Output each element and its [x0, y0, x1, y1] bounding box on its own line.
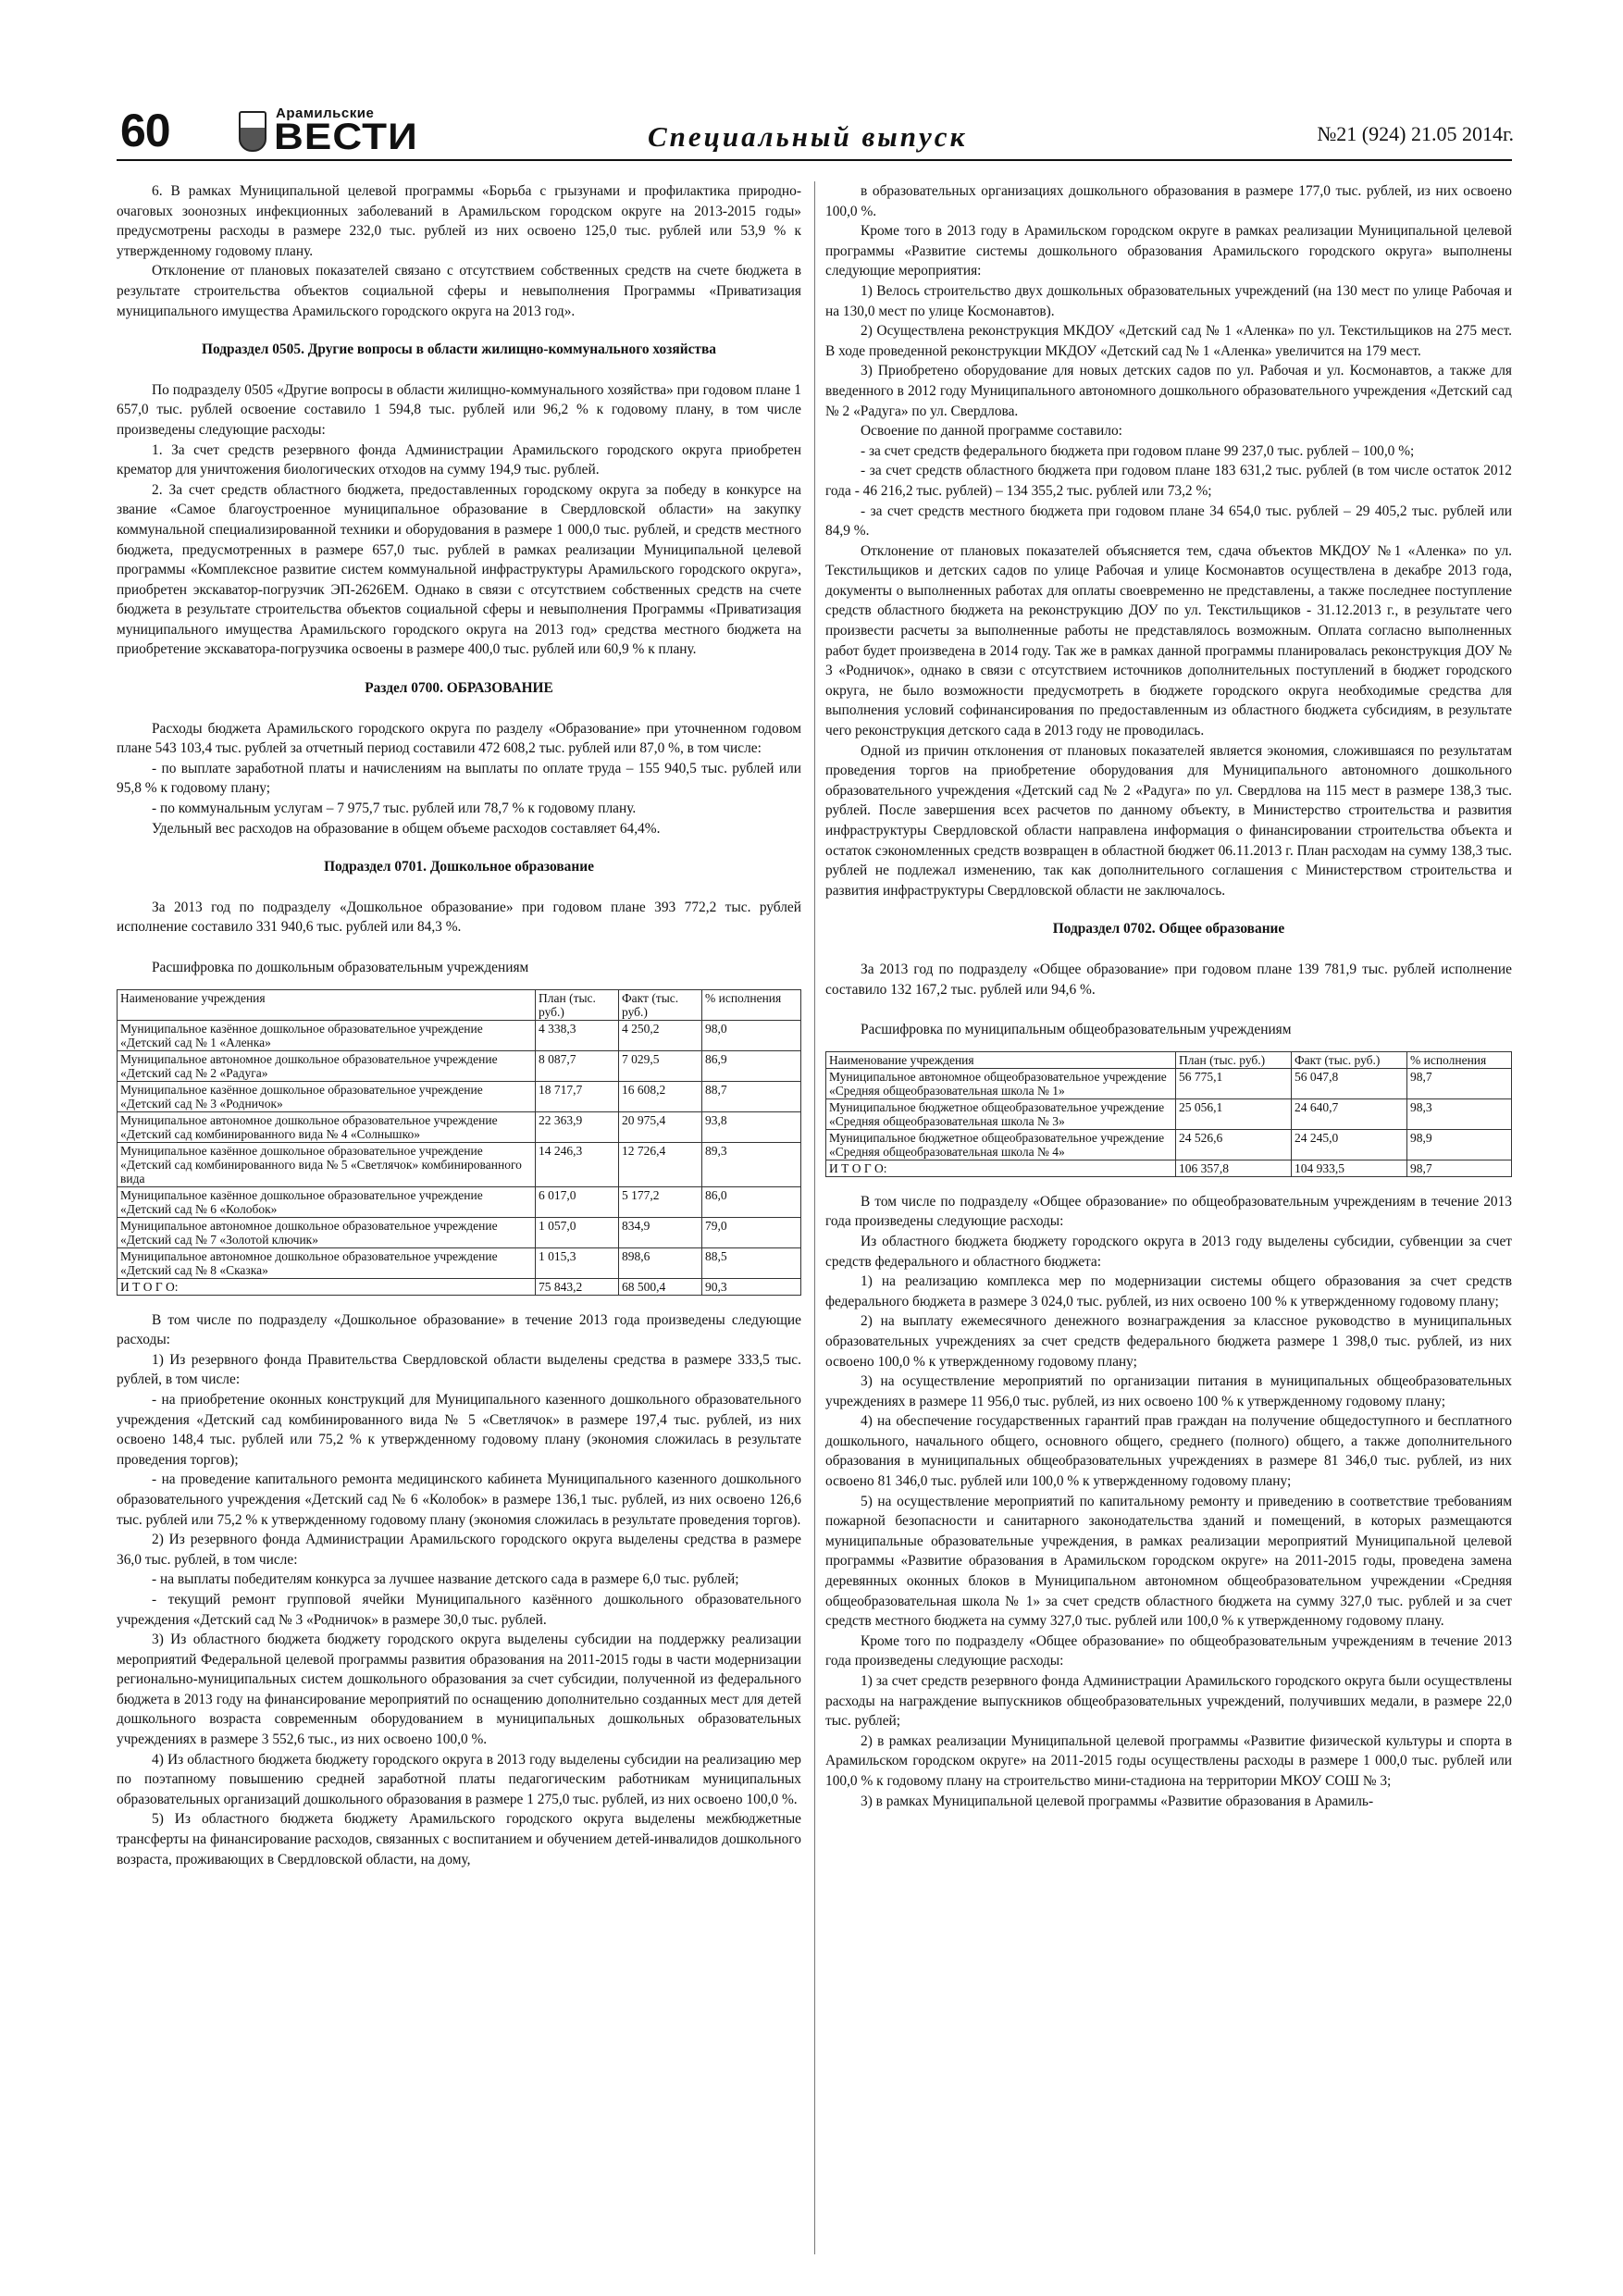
paragraph: 2) в рамках реализации Муниципальной целевой программы «Развитие физической культуры и спорта в Арамильском городском округе» на 2011-2015 годы осуществлены расходы в размере 1 000,0 тыс. рублей или 100,0 % к годовому плану на строительство мини-стадиона на территории МКОУ СОШ № 3; — [825, 1732, 1512, 1789]
table-cell: 4 338,3 — [536, 1020, 619, 1050]
table-cell: 18 717,7 — [536, 1081, 619, 1111]
table-cell: Муниципальное автономное дошкольное образовательное учреждение «Детский сад № 8 «Сказка» — [118, 1247, 536, 1278]
table-cell: Муниципальное автономное общеобразовательное учреждение «Средняя общеобразовательная школа № 1» — [826, 1068, 1176, 1098]
table-row — [118, 1142, 801, 1186]
table-row — [118, 1247, 801, 1278]
table-cell: Муниципальное казённое дошкольное образовательное учреждение «Детский сад № 6 «Колобок» — [118, 1186, 536, 1217]
paragraph: В том числе по подразделу «Общее образование» по общеобразовательным учреждениям в течение 2013 года произведены следующие расходы: — [825, 1193, 1512, 1230]
right-column — [825, 181, 1512, 1811]
paragraph: 4) Из областного бюджета бюджету городского округа в 2013 году выделены субсидии на реализацию мер по поэтапному повышению средней заработной платы педагогическим работникам муниципальных образовательных организаций дошкольного образования в размере 1 275,0 тыс. рублей, из них освоено 100,0 %. — [117, 1751, 801, 1807]
table-header-cell: Наименование учреждения — [118, 989, 536, 1020]
table-cell: Муниципальное автономное дошкольное образовательное учреждение «Детский сад комбинированного вида № 4 «Солнышко» — [118, 1111, 536, 1142]
table-cell: 7 029,5 — [619, 1050, 702, 1081]
table-cell: 1 057,0 — [536, 1217, 619, 1247]
paragraph: - за счет средств местного бюджета при годовом плане 34 654,0 тыс. рублей – 29 405,2 тыс. рублей или 84,9 %. — [825, 503, 1512, 540]
table-cell: И Т О Г О: — [118, 1278, 536, 1295]
table-caption: Расшифровка по дошкольным образовательным учреждениям — [152, 960, 529, 975]
paragraph: - за счет средств областного бюджета при годовом плане 183 631,2 тыс. рублей (в том числе остаток 2012 года - 46 216,2 тыс. рублей) – 134 355,2 тыс. рублей или 73,2 %; — [825, 463, 1512, 499]
table-row — [118, 1217, 801, 1247]
paragraph: 5) на осуществление мероприятий по капитальному ремонту и приведению в соответствие требованиям пожарной безопасности и санитарного законодательства зданий и помещений, в которых размещаются муниципальные образовательные учреждения, в рамках реализации мероприятий Муниципальной целевой программы «Развитие образования в Арамильском городском округе» на 2011-2015 годы, проведена замена деревянных оконных блоков в Муниципальном автономном общеобразовательном учреждении «Средняя общеобразовательная школа № 1» за счет средств областного бюджета на сумму 327,0 тыс. рублей и за счет средств местного бюджета на сумму 327,0 тыс. рублей или 100,0 % к утвержденному годовому плану. — [825, 1493, 1512, 1630]
paragraph: Отклонение от плановых показателей объясняется тем, сдача объектов МКДОУ №1 «Аленка» по ул. Текстильщиков и детских садов по улице Рабочая и улице Космонавтов осуществлена в декабре 2013 года, документы о выполненных работах для оплаты своевременно не представлены, а также последнее поступление средств областного бюджета на реконструкцию ДОУ по ул. Текстильщиков - 31.12.2013 г., в результате чего произвести расчеты за выполненные работы не представлялось возможным. Оплата согласно выполненных работ будет произведена в 2014 году. Так же в рамках данной программы планировалась реконструкция ДОУ № 3 «Родничок», однако в связи с отсутствием источников дополнительных поступлений в бюджет городского округа, не было возможности предусмотреть в бюджете городского округа необходимые средства для выполнения условий софинансирования по предоставленным из областного бюджета субсидиям, в результате чего реконструкция детского сада в 2013 году не проводилась. — [825, 542, 1512, 739]
paragraph: Кроме того в 2013 году в Арамильском городском округе в рамках реализации Муниципальной целевой программы «Развитие системы дошкольного образования Арамильского городского округа» выполнены следующие мероприятия: — [825, 223, 1512, 279]
table-cell: 898,6 — [619, 1247, 702, 1278]
table-cell: 25 056,1 — [1176, 1098, 1292, 1129]
paragraph: 2. За счет средств областного бюджета, предоставленных городскому округа за победу в конкурсе на звание «Самое благоустроенное муниципальное образование в Свердловской области» на закупку коммунальной специализированной техники и оборудования в размере 1 000,0 тыс. рублей, и средств местного бюджета, предусмотренных в размере 657,0 тыс. рублей в рамках реализации Муниципальной целевой программы «Комплексное развитие систем коммунальной инфраструктуры Арамильского городского округа», приобретен экскаватор-погрузчик ЭП-2626ЕМ. Однако в связи с отсутствием собственных средств на счете бюджета в результате строительства объектов социальной сферы и невыполнения Программы «Приватизация муниципального имущества Арамильского городского округа на 2013 год» средства местного бюджета на приобретение экскаватора-погрузчика освоены в размере 400,0 тыс. рублей или 60,9 % к плану. — [117, 481, 801, 658]
table-row — [118, 1111, 801, 1142]
table-cell: Муниципальное казённое дошкольное образовательное учреждение «Детский сад № 1 «Аленка» — [118, 1020, 536, 1050]
paragraph: За 2013 год по подразделу «Дошкольное образование» при годовом плане 393 772,2 тыс. рублей исполнение составило 331 940,6 тыс. рублей или 84,3 %. — [117, 899, 801, 936]
table-row — [118, 1020, 801, 1050]
table-row — [118, 1050, 801, 1081]
table-row — [118, 1081, 801, 1111]
paragraph: Из областного бюджета бюджету городского округа в 2013 году выделены субсидии, субвенции за счет средств федерального и областного бюджета: — [825, 1233, 1512, 1270]
table-cell: 75 843,2 — [536, 1278, 619, 1295]
paragraph: Одной из причин отклонения от плановых показателей является экономия, сложившаяся по результатам проведения торгов на приобретение оборудования для Муниципального автономного дошкольного образовательного учреждения «Детский сад № 2 «Радуга» по ул. Свердлова на 115 мест в размере 138,3 тыс. рублей. После завершения всех расчетов по данному объекту, в Министерство строительства и развития инфраструктуры Свердловской области направлена информация о финансировании строительства объекта и остаток сэкономленных средств возвращен в областной бюджет 06.11.2013 г. План расходам на сумму 138,3 тыс. рублей не подлежал изменению, так как дополнительного соглашения с Министерством строительства и развития инфраструктуры Свердловской области не заключалось. — [825, 742, 1512, 899]
table-cell: 98,7 — [1407, 1068, 1512, 1098]
table-cell: 88,5 — [702, 1247, 801, 1278]
table-cell: Муниципальное казённое дошкольное образовательное учреждение «Детский сад № 3 «Родничок» — [118, 1081, 536, 1111]
paragraph: 3) в рамках Муниципальной целевой программы «Развитие образования в Арамиль- — [861, 1793, 1374, 1809]
issue-info: №21 (924) 21.05 2014г. — [1317, 122, 1514, 145]
table-cell: 24 245,0 — [1292, 1129, 1407, 1160]
table-cell: 22 363,9 — [536, 1111, 619, 1142]
paragraph: - текущий ремонт групповой ячейки Муниципального казённого дошкольного образовательного учреждения «Детский сад № 3 «Родничок» в размере 30,0 тыс. рублей. — [117, 1591, 801, 1628]
table-header-cell: % исполнения — [1407, 1051, 1512, 1068]
table-cell: 8 087,7 — [536, 1050, 619, 1081]
section-heading: Раздел 0700. ОБРАЗОВАНИЕ — [365, 680, 553, 697]
table-cell: Муниципальное бюджетное общеобразовательное учреждение «Средняя общеобразовательная школа № 4» — [826, 1129, 1176, 1160]
paragraph: 4) на обеспечение государственных гарантий прав граждан на получение общедоступного и бесплатного дошкольного, начального общего, основного общего, среднего (полного) общего, а также дополнительного образования в муниципальных общеобразовательных учреждениях в размере 81 346,0 тыс. рублей, из них освоено 81 346,0 тыс. рублей или 100,0 % к утвержденному годовому плану; — [825, 1413, 1512, 1490]
table-cell: 98,9 — [1407, 1129, 1512, 1160]
table-cell: 98,0 — [702, 1020, 801, 1050]
header-rule — [117, 159, 1512, 161]
paragraph: 1) Из резервного фонда Правительства Свердловской области выделены средства в размере 333,5 тыс. рублей, в том числе: — [117, 1351, 801, 1388]
table-cell: Муниципальное казённое дошкольное образовательное учреждение «Детский сад комбинированного вида № 5 «Светлячок» комбинированного вида — [118, 1142, 536, 1186]
paragraph: в образовательных организациях дошкольного образования в размере 177,0 тыс. рублей, из них освоено 100,0 %. — [825, 183, 1512, 219]
table-caption: Расшифровка по муниципальным общеобразовательным учреждениям — [861, 1022, 1292, 1038]
table-cell: 93,8 — [702, 1111, 801, 1142]
logo-title: ВЕСТИ — [274, 117, 418, 157]
table-header-cell: Факт (тыс. руб.) — [619, 989, 702, 1020]
table-cell: 98,3 — [1407, 1098, 1512, 1129]
table-cell: 6 017,0 — [536, 1186, 619, 1217]
paragraph: 1) за счет средств резервного фонда Администрации Арамильского городского округа были осуществлены расходы на награждение выпускников общеобразовательных учреждений, получивших медали, в размере 22,0 тыс. рублей; — [825, 1673, 1512, 1730]
table-header-cell: Наименование учреждения — [826, 1051, 1176, 1068]
column-divider — [814, 181, 815, 2254]
paragraph: Освоение по данной программе составило: — [861, 423, 1122, 440]
table-cell: 56 047,8 — [1292, 1068, 1407, 1098]
table-row — [826, 1129, 1512, 1160]
paragraph: Кроме того по подразделу «Общее образование» по общеобразовательным учреждениям в течение 2013 года произведены следующие расходы: — [825, 1632, 1512, 1669]
table-header-cell: Факт (тыс. руб.) — [1292, 1051, 1407, 1068]
table-cell: 98,7 — [1407, 1160, 1512, 1176]
paragraph: - на выплаты победителям конкурса за лучшее название детского сада в размере 6,0 тыс. рублей; — [152, 1571, 739, 1588]
paragraph: Удельный вес расходов на образование в общем объеме расходов составляет 64,4%. — [152, 820, 661, 837]
table-cell: 106 357,8 — [1176, 1160, 1292, 1176]
paragraph: Отклонение от плановых показателей связано с отсутствием собственных средств на счете бюджета в результате строительства объектов социальной сферы и невыполнения Программы «Приватизация муниципального имущества Арамильского городского округа на 2013 год». — [117, 263, 801, 319]
table-cell: 14 246,3 — [536, 1142, 619, 1186]
paragraph: 1) на реализацию комплекса мер по модернизации системы общего образования за счет средств федерального бюджета в размере 3 024,0 тыс. рублей, из них освоено 100 % к утвержденному годовому плану; — [825, 1273, 1512, 1309]
paragraph: - за счет средств федерального бюджета при годовом плане 99 237,0 тыс. рублей – 100,0 %; — [861, 442, 1415, 459]
left-column — [117, 181, 801, 1869]
paragraph: 1) Велось строительство двух дошкольных образовательных учреждений (на 130 мест по улице Рабочая и на 130,0 мест по улице Космонавтов). — [825, 282, 1512, 319]
table-header-row — [826, 1051, 1512, 1068]
section-heading: Подраздел 0701. Дошкольное образование — [324, 859, 594, 875]
table-cell: 24 640,7 — [1292, 1098, 1407, 1129]
section-heading: Подраздел 0702. Общее образование — [1052, 921, 1285, 937]
paragraph: - по выплате заработной платы и начислениям на выплаты по оплате труда – 155 940,5 тыс. рублей или 95,8 % к годовому плану; — [117, 760, 801, 797]
paragraph: - на приобретение оконных конструкций для Муниципального казенного дошкольного образовательного учреждения «Детский сад комбинированного вида № 5 «Светлячок» в размере 197,4 тыс. рублей, из них освоено 148,4 тыс. рублей или 75,2 % к утвержденному годовому плану (экономия сложилась в результате проведения торгов); — [117, 1391, 801, 1468]
paragraph: 5) Из областного бюджета бюджету Арамильского городского округа выделены межбюджетные трансферты на финансирование расходов, связанных с воспитанием и обучением детей-инвалидов дошкольного возраста, проживающих в Свердловской области, на дому, — [117, 1811, 801, 1868]
paragraph: Расходы бюджета Арамильского городского округа по разделу «Образование» при уточненном годовом плане 543 103,4 тыс. рублей за отчетный период составили 472 608,2 тыс. рублей или 87,0 %, в том числе: — [117, 720, 801, 757]
table-cell: 1 015,3 — [536, 1247, 619, 1278]
paragraph: В том числе по подразделу «Дошкольное образование» в течение 2013 года произведены следующие расходы: — [117, 1311, 801, 1348]
table-row — [826, 1160, 1512, 1176]
newspaper-logo — [239, 105, 418, 157]
table-header-cell: План (тыс. руб.) — [536, 989, 619, 1020]
table-cell: Муниципальное автономное дошкольное образовательное учреждение «Детский сад № 2 «Радуга» — [118, 1050, 536, 1081]
paragraph: - на проведение капитального ремонта медицинского кабинета Муниципального казенного дошкольного образовательного учреждения «Детский сад № 6 «Колобок» в размере 136,1 тыс. рублей, из них освоено 126,6 тыс. рублей или 75,2 % к утвержденному годовому плану (экономия сложилась в результате проведения торгов). — [117, 1471, 801, 1528]
table-cell: 86,9 — [702, 1050, 801, 1081]
table-cell: 12 726,4 — [619, 1142, 702, 1186]
table-header-row — [118, 989, 801, 1020]
page-header — [109, 102, 1518, 159]
table-cell: 89,3 — [702, 1142, 801, 1186]
table-cell: 5 177,2 — [619, 1186, 702, 1217]
section-title: Специальный выпуск — [648, 120, 968, 153]
table-cell: 16 608,2 — [619, 1081, 702, 1111]
paragraph: 2) Из резервного фонда Администрации Арамильского городского округа выделены средства в размере 36,0 тыс. рублей, в том числе: — [117, 1532, 801, 1568]
school-table — [825, 1051, 1512, 1177]
table-row — [118, 1278, 801, 1295]
table-header-cell: План (тыс. руб.) — [1176, 1051, 1292, 1068]
table-cell: 86,0 — [702, 1186, 801, 1217]
table-cell: 90,3 — [702, 1278, 801, 1295]
table-cell: 68 500,4 — [619, 1278, 702, 1295]
table-cell: Муниципальное автономное дошкольное образовательное учреждение «Детский сад № 7 «Золотой ключик» — [118, 1217, 536, 1247]
paragraph: По подразделу 0505 «Другие вопросы в области жилищно-коммунального хозяйства» при годовом плане 1 657,0 тыс. рублей освоение составило 1 594,8 тыс. рублей или 96,2 % к годовому плану, в том числе произведены следующие расходы: — [117, 381, 801, 438]
table-cell: 56 775,1 — [1176, 1068, 1292, 1098]
paragraph: 6. В рамках Муниципальной целевой программы «Борьба с грызунами и профилактика природно-очаговых зоонозных инфекционных заболеваний в Арамильском городском округе на 2013-2015 годы» предусмотрены расходы в размере 232,0 тыс. рублей из них освоено 125,0 тыс. рублей или 53,9 % к утвержденному годовому плану. — [117, 183, 801, 259]
logo-subtitle: Арамильские — [276, 105, 375, 121]
paragraph: За 2013 год по подразделу «Общее образование» при годовом плане 139 781,9 тыс. рублей исполнение составило 132 167,2 тыс. рублей или 94,6 %. — [825, 961, 1512, 998]
table-cell: 104 933,5 — [1292, 1160, 1407, 1176]
paragraph: 1. За счет средств резервного фонда Администрации Арамильского городского округа приобретен крематор для уничтожения биологических отходов на сумму 194,9 тыс. рублей. — [117, 441, 801, 478]
section-heading: Подраздел 0505. Другие вопросы в области жилищно-коммунального хозяйства — [202, 341, 716, 358]
table-cell: 834,9 — [619, 1217, 702, 1247]
table-row — [118, 1186, 801, 1217]
paragraph: 3) Из областного бюджета бюджету городского округа выделены субсидии на поддержку реализации мероприятий Федеральной целевой программы развития образования на 2011-2015 годы в части модернизации регионально-муниципальных систем дошкольного образования за счет субсидии, полученной из федерального бюджета в 2013 году на финансирование мероприятий по оснащению дополнительно созданных мест для детей дошкольного возраста современным оборудованием в муниципальных дошкольных образовательных учреждениях в размере 3 552,6 тыс., из них освоено 100,0 %. — [117, 1632, 801, 1748]
preschool-table — [117, 989, 801, 1296]
table-cell: Муниципальное бюджетное общеобразовательное учреждение «Средняя общеобразовательная школа № 3» — [826, 1098, 1176, 1129]
paragraph: 3) на осуществление мероприятий по организации питания в муниципальных общеобразовательных учреждениях в размере 11 956,0 тыс. рублей, из них освоено 100 % к утвержденному годовому плану; — [825, 1373, 1512, 1409]
paragraph: - по коммунальным услугам – 7 975,7 тыс. рублей или 78,7 % к годовому плану. — [152, 800, 637, 817]
paragraph: 2) Осуществлена реконструкция МКДОУ «Детский сад № 1 «Аленка» по ул. Текстильщиков на 275 мест. В ходе проведенной реконструкции МКДОУ «Детский сад № 1 «Аленка» увеличится на 179 мест. — [825, 323, 1512, 359]
table-header-cell: % исполнения — [702, 989, 801, 1020]
page-number: 60 — [120, 105, 170, 156]
paragraph: 2) на выплату ежемесячного денежного вознаграждения за классное руководство в муниципальных образовательных учреждениях за счет средств федерального бюджета размере 1 398,0 тыс. рублей, из них освоено 100,0 % к утвержденному годовому плану; — [825, 1313, 1512, 1370]
table-row — [826, 1098, 1512, 1129]
table-row — [826, 1068, 1512, 1098]
table-cell: 4 250,2 — [619, 1020, 702, 1050]
table-cell: 20 975,4 — [619, 1111, 702, 1142]
table-cell: И Т О Г О: — [826, 1160, 1176, 1176]
table-cell: 24 526,6 — [1176, 1129, 1292, 1160]
coat-of-arms-icon — [239, 111, 266, 152]
table-cell: 79,0 — [702, 1217, 801, 1247]
paragraph: 3) Приобретено оборудование для новых детских садов по ул. Рабочая и ул. Космонавтов, а также для введенного в 2012 году Муниципального автономного дошкольного образовательного учреждения «Детский сад № 2 «Радуга» по ул. Свердлова. — [825, 363, 1512, 419]
table-cell: 88,7 — [702, 1081, 801, 1111]
